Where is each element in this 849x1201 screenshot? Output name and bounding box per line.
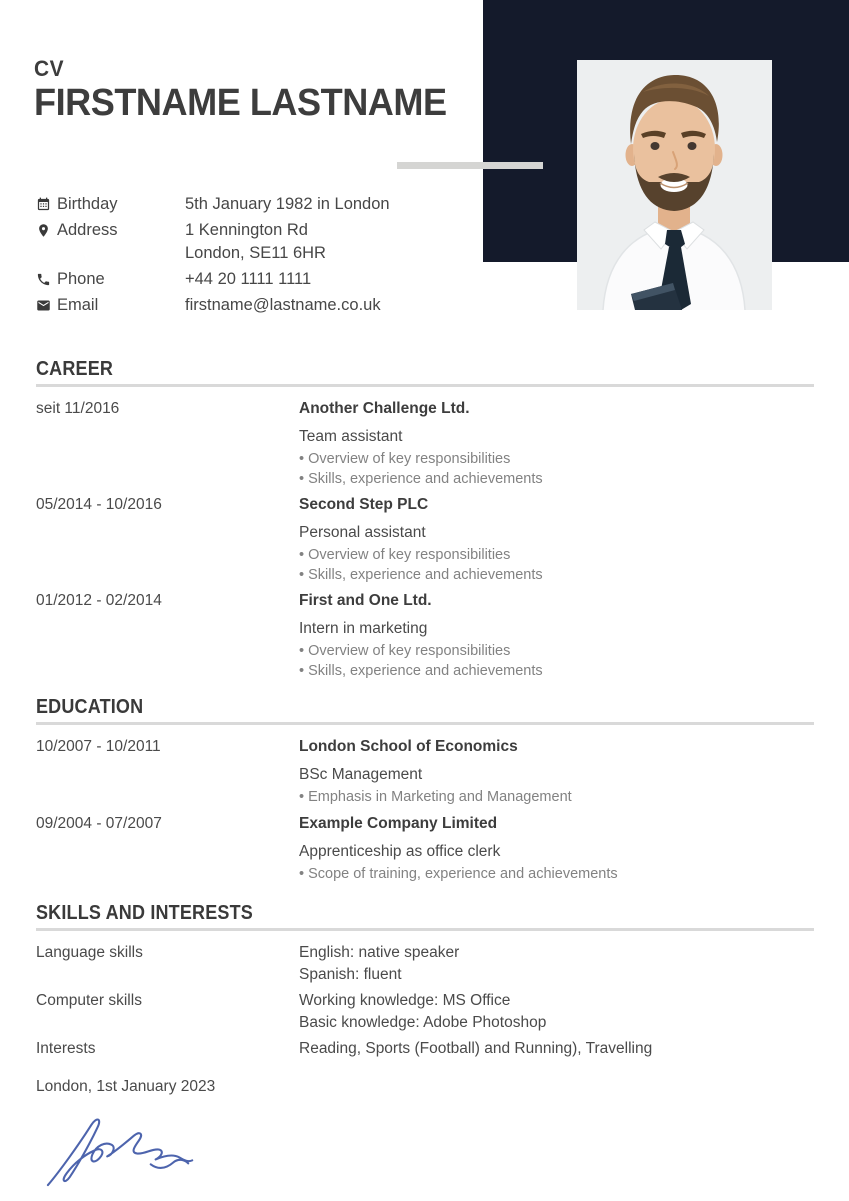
section-rule <box>36 928 814 931</box>
section-heading-skills: SKILLS AND INTERESTS <box>36 902 253 924</box>
section-education <box>36 695 814 889</box>
skill-value-line: Working knowledge: MS Office <box>299 992 511 1009</box>
section-career <box>36 357 814 686</box>
portrait-photo <box>577 60 772 310</box>
skill-values <box>299 942 814 985</box>
entry-organization: Second Step PLC <box>299 496 429 513</box>
entry-organization: First and One Ltd. <box>299 592 432 609</box>
skill-row-languages <box>36 942 814 985</box>
education-entries <box>36 736 814 884</box>
entry-period: seit 11/2016 <box>36 400 120 417</box>
cv-label: CV <box>34 56 64 81</box>
phone-icon <box>36 268 57 291</box>
contact-row-email <box>36 294 496 317</box>
entry-bullet: • Overview of key responsibilities <box>299 643 511 659</box>
entry-bullet: • Skills, experience and achievements <box>299 566 543 583</box>
entry-bullet: • Overview of key responsibilities <box>299 547 511 563</box>
signature-graphic <box>40 1108 208 1192</box>
skill-row-computer <box>36 990 814 1033</box>
contact-value: firstname@lastname.co.uk <box>185 296 381 314</box>
entry-organization: London School of Economics <box>299 738 518 755</box>
entry-role: Apprenticeship as office clerk <box>299 842 501 860</box>
entry-role: Personal assistant <box>299 524 426 541</box>
title-block <box>34 56 468 124</box>
entry-body <box>299 494 814 585</box>
skill-label: Computer skills <box>36 992 142 1009</box>
section-heading-education: EDUCATION <box>36 696 144 718</box>
address-line-1: 1 Kennington Rd <box>185 221 308 239</box>
email-icon <box>36 294 57 317</box>
career-entry <box>36 398 814 489</box>
entry-period: 05/2014 - 10/2016 <box>36 496 162 513</box>
calendar-icon <box>36 193 57 216</box>
entry-organization: Another Challenge Ltd. <box>299 400 470 417</box>
contact-row-birthday <box>36 193 496 216</box>
section-heading-career: CAREER <box>36 358 114 380</box>
career-entry <box>36 494 814 585</box>
contact-label: Birthday <box>57 195 118 213</box>
skill-label: Interests <box>36 1040 96 1057</box>
entry-bullet: • Skills, experience and achievements <box>299 662 543 679</box>
skill-value-line: Basic knowledge: Adobe Photoshop <box>299 1013 547 1031</box>
contact-row-address <box>36 219 496 265</box>
skill-value-line: English: native speaker <box>299 944 460 961</box>
contact-block <box>36 193 496 320</box>
entry-bullet: • Emphasis in Marketing and Management <box>299 789 572 805</box>
entry-role: BSc Management <box>299 766 423 783</box>
contact-label: Address <box>57 221 118 239</box>
entry-period: 09/2004 - 07/2007 <box>36 814 162 832</box>
place-and-date: London, 1st January 2023 <box>36 1078 216 1095</box>
entry-period: 10/2007 - 10/2011 <box>36 738 161 755</box>
section-skills <box>36 901 814 1065</box>
page-title: FIRSTNAME LASTNAME <box>34 82 447 124</box>
contact-label: Phone <box>57 270 105 288</box>
career-entries <box>36 398 814 681</box>
skill-values <box>299 990 814 1033</box>
section-rule <box>36 384 814 387</box>
handwritten-signature <box>40 1108 208 1192</box>
skill-values <box>299 1038 814 1060</box>
skill-value-line: Spanish: fluent <box>299 965 402 983</box>
entry-period: 01/2012 - 02/2014 <box>36 592 162 609</box>
entry-role: Team assistant <box>299 428 403 445</box>
location-pin-icon <box>36 219 57 265</box>
skill-row-interests <box>36 1038 814 1060</box>
entry-body <box>299 736 814 808</box>
education-entry <box>36 736 814 808</box>
education-entry <box>36 813 814 885</box>
address-line-2: London, SE11 6HR <box>185 244 326 262</box>
portrait-photo-graphic <box>577 60 772 310</box>
entry-organization: Example Company Limited <box>299 814 498 832</box>
entry-bullet: • Scope of training, experience and achievements <box>299 865 618 882</box>
contact-label: Email <box>57 296 99 314</box>
entry-body <box>299 590 814 681</box>
entry-body <box>299 813 814 885</box>
contact-value <box>185 219 326 265</box>
entry-role: Intern in marketing <box>299 620 428 637</box>
accent-bar <box>397 162 543 169</box>
section-rule <box>36 722 814 725</box>
contact-row-phone <box>36 268 496 291</box>
entry-body <box>299 398 814 489</box>
skill-value-line: Reading, Sports (Football) and Running), Travelling <box>299 1040 653 1057</box>
contact-value: 5th January 1982 in London <box>185 195 390 213</box>
career-entry <box>36 590 814 681</box>
entry-bullet: • Skills, experience and achievements <box>299 470 543 487</box>
skills-rows <box>36 942 814 1060</box>
contact-value: +44 20 1111 1111 <box>185 270 312 288</box>
skill-label: Language skills <box>36 944 143 961</box>
entry-bullet: • Overview of key responsibilities <box>299 451 511 467</box>
